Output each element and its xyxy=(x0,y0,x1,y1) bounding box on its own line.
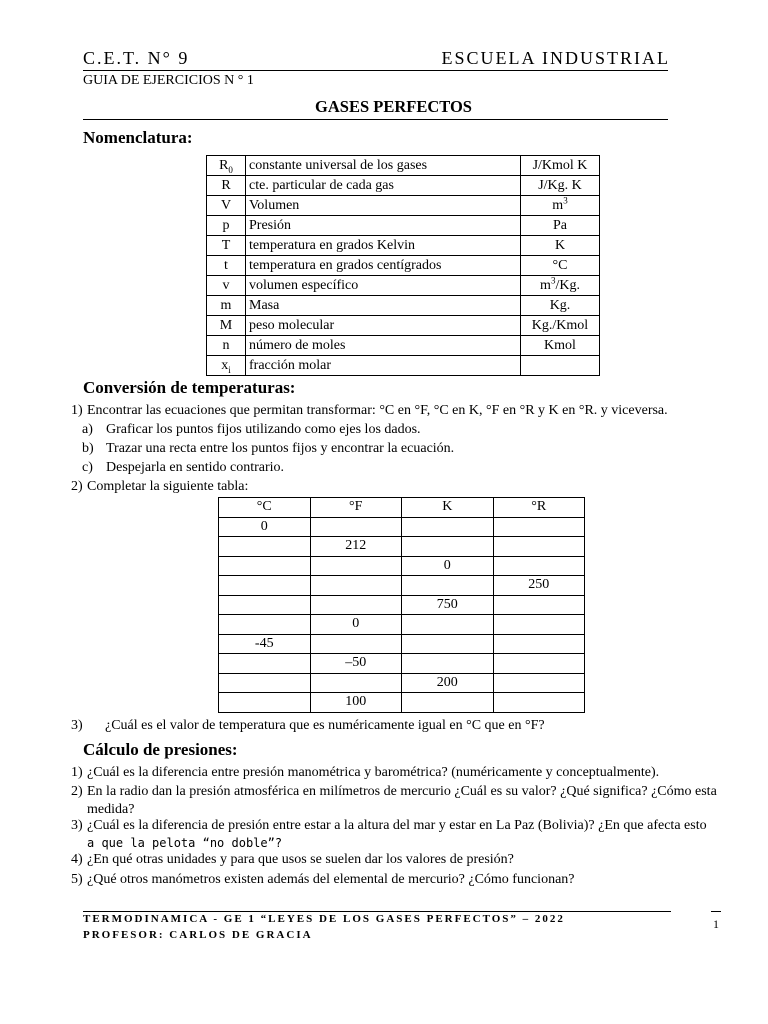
nomenclature-row xyxy=(207,296,600,316)
table-cell xyxy=(493,634,585,654)
table-cell xyxy=(493,517,585,537)
column-header: °F xyxy=(310,498,402,518)
table-cell xyxy=(402,654,494,674)
question-number: 1) xyxy=(71,403,83,418)
symbol: n xyxy=(222,338,230,353)
column-header: K xyxy=(402,498,494,518)
school-code: C.E.T. N° 9 xyxy=(83,48,190,68)
symbol-subscript: 0 xyxy=(228,164,233,175)
description-cell: Presión xyxy=(246,216,521,236)
nomenclature-row xyxy=(207,316,600,336)
symbol-cell xyxy=(207,176,246,196)
nomenclature-table xyxy=(206,155,600,376)
page-title xyxy=(83,97,668,120)
unit: Kg. xyxy=(549,298,571,313)
symbol-cell xyxy=(207,296,246,316)
temperature-table xyxy=(218,497,585,713)
question-number: 1) xyxy=(71,765,83,780)
table-cell xyxy=(493,556,585,576)
symbol-cell xyxy=(207,256,246,276)
table-cell xyxy=(219,615,311,635)
symbol: x xyxy=(221,358,229,373)
unit-tail: /Kg. xyxy=(555,278,580,293)
table-cell xyxy=(310,634,402,654)
table-cell xyxy=(493,595,585,615)
symbol-cell xyxy=(207,336,246,356)
table-cell: 0 xyxy=(310,615,402,635)
symbol-cell xyxy=(207,316,246,336)
description-cell: peso molecular xyxy=(246,316,521,336)
table-cell xyxy=(310,673,402,693)
header-bar xyxy=(83,48,668,71)
footer-professor: PROFESOR: CARLOS DE GRACIA xyxy=(83,929,313,941)
symbol: v xyxy=(222,278,230,293)
unit-superscript: 3 xyxy=(550,275,556,286)
pressure-question-3-cont: a que la pelota “no doble”? xyxy=(87,836,283,850)
nomenclature-row xyxy=(207,236,600,256)
table-row xyxy=(219,673,585,693)
table-cell xyxy=(493,537,585,557)
table-cell xyxy=(219,693,311,713)
table-cell: –50 xyxy=(310,654,402,674)
table-cell xyxy=(310,517,402,537)
description-cell: cte. particular de cada gas xyxy=(246,176,521,196)
table-cell: 750 xyxy=(402,595,494,615)
pressure-question-1: ¿Cuál es la diferencia entre presión manométrica y barométrica? (numéricamente y conceptualmente). xyxy=(87,765,660,780)
table-row xyxy=(219,576,585,596)
table-cell xyxy=(493,673,585,693)
table-cell xyxy=(219,576,311,596)
footer-divider xyxy=(83,911,671,912)
nomenclature-row xyxy=(207,176,600,196)
symbol-cell xyxy=(207,156,246,176)
table-cell: 250 xyxy=(493,576,585,596)
column-header: °R xyxy=(493,498,585,518)
sub-item-text: Trazar una recta entre los puntos fijos y encontrar la ecuación. xyxy=(106,441,455,456)
table-cell: 200 xyxy=(402,673,494,693)
table-cell xyxy=(219,537,311,557)
unit-cell xyxy=(521,316,600,336)
table-cell xyxy=(493,693,585,713)
column-header: °C xyxy=(219,498,311,518)
table-row xyxy=(219,556,585,576)
pressure-question-4: ¿En qué otras unidades y para que usos se suelen dar los valores de presión? xyxy=(87,852,514,867)
table-cell xyxy=(402,693,494,713)
symbol: R xyxy=(221,178,231,193)
table-cell: -45 xyxy=(219,634,311,654)
sub-item-marker: b) xyxy=(82,441,94,456)
table-cell xyxy=(219,673,311,693)
question-2-text: Completar la siguiente tabla: xyxy=(87,479,249,494)
description-cell: fracción molar xyxy=(246,356,521,376)
nomenclature-heading: Nomenclatura: xyxy=(83,128,193,147)
pressure-question-2: En la radio dan la presión atmosférica en milímetros de mercurio ¿Cuál es su valor? ¿Qué significa? ¿Cómo esta xyxy=(87,784,717,799)
question-1-text: Encontrar las ecuaciones que permitan transformar: °C en °F, °C en K, °F en °R y K en °R. y viceversa. xyxy=(87,403,668,418)
nomenclature-row xyxy=(207,336,600,356)
unit: m xyxy=(552,198,564,213)
table-cell xyxy=(219,595,311,615)
unit-cell xyxy=(521,196,600,216)
table-cell xyxy=(493,654,585,674)
description-cell: número de moles xyxy=(246,336,521,356)
question-number: 4) xyxy=(71,852,83,867)
nomenclature-row xyxy=(207,356,600,376)
unit: K xyxy=(554,238,566,253)
question-3-text: ¿Cuál es el valor de temperatura que es numéricamente igual en °C que en °F? xyxy=(105,718,545,733)
table-cell xyxy=(219,556,311,576)
page-number: 1 xyxy=(713,917,719,931)
nomenclature-row xyxy=(207,276,600,296)
table-row xyxy=(219,517,585,537)
unit-cell xyxy=(521,356,600,376)
symbol: T xyxy=(221,238,231,253)
page-title-text: GASES PERFECTOS xyxy=(315,97,472,116)
description-cell: volumen específico xyxy=(246,276,521,296)
nomenclature-row xyxy=(207,256,600,276)
table-cell: 100 xyxy=(310,693,402,713)
footer-page-divider xyxy=(711,911,721,912)
unit-cell xyxy=(521,216,600,236)
symbol: p xyxy=(222,218,230,233)
footer-course: TERMODINAMICA - GE 1 “LEYES DE LOS GASES PERFECTOS” – 2022 xyxy=(83,913,565,925)
unit-cell xyxy=(521,156,600,176)
symbol-cell xyxy=(207,216,246,236)
table-cell: 212 xyxy=(310,537,402,557)
sub-item-marker: a) xyxy=(82,422,93,437)
table-row xyxy=(219,634,585,654)
table-cell xyxy=(219,654,311,674)
unit: m xyxy=(540,278,551,293)
symbol: M xyxy=(219,318,233,333)
unit: Kg./Kmol xyxy=(531,318,589,333)
question-number: 5) xyxy=(71,872,83,887)
table-cell xyxy=(493,615,585,635)
nomenclature-row xyxy=(207,196,600,216)
table-cell: 0 xyxy=(402,556,494,576)
nomenclature-row xyxy=(207,216,600,236)
pressure-question-2-cont: medida? xyxy=(87,802,135,817)
pressure-question-3: ¿Cuál es la diferencia de presión entre estar a la altura del mar y estar en La Paz (Bolivia)? ¿En que afecta esto xyxy=(87,818,707,833)
description-cell: temperatura en grados Kelvin xyxy=(246,236,521,256)
table-cell xyxy=(402,517,494,537)
table-cell: 0 xyxy=(219,517,311,537)
description-cell: constante universal de los gases xyxy=(246,156,521,176)
symbol: t xyxy=(224,258,228,273)
question-number: 2) xyxy=(71,479,83,494)
table-cell xyxy=(402,634,494,654)
table-cell xyxy=(402,537,494,557)
symbol: V xyxy=(220,198,232,213)
question-number: 3) xyxy=(71,718,83,733)
table-cell xyxy=(402,576,494,596)
table-cell xyxy=(310,595,402,615)
unit: J/Kg. K xyxy=(538,178,582,193)
symbol-subscript: i xyxy=(228,364,231,375)
pressure-heading: Cálculo de presiones: xyxy=(83,740,238,759)
table-row xyxy=(219,537,585,557)
unit-cell xyxy=(521,176,600,196)
description-cell: Masa xyxy=(246,296,521,316)
table-cell xyxy=(310,556,402,576)
table-row xyxy=(219,615,585,635)
conversion-heading: Conversión de temperaturas: xyxy=(83,378,296,397)
pressure-question-5: ¿Qué otros manómetros existen además del elemental de mercurio? ¿Cómo funcionan? xyxy=(87,872,575,887)
symbol: R xyxy=(219,158,229,173)
unit: °C xyxy=(552,258,568,273)
symbol: m xyxy=(220,298,232,313)
description-cell: temperatura en grados centígrados xyxy=(246,256,521,276)
unit-cell xyxy=(521,296,600,316)
table-row xyxy=(219,595,585,615)
nomenclature-row xyxy=(207,156,600,176)
unit: J/Kmol K xyxy=(532,158,588,173)
sub-item-text: Graficar los puntos fijos utilizando como ejes los dados. xyxy=(106,422,421,437)
table-row xyxy=(219,693,585,713)
unit-cell xyxy=(521,336,600,356)
symbol-cell xyxy=(207,356,246,376)
symbol-cell xyxy=(207,276,246,296)
description-cell: Volumen xyxy=(246,196,521,216)
question-number: 2) xyxy=(71,784,83,799)
unit-superscript: 3 xyxy=(563,195,568,206)
symbol-cell xyxy=(207,236,246,256)
symbol-cell xyxy=(207,196,246,216)
sub-item-text: Despejarla en sentido contrario. xyxy=(106,460,285,475)
unit: Pa xyxy=(553,218,567,233)
table-cell xyxy=(402,615,494,635)
guide-number: GUIA DE EJERCICIOS N ° 1 xyxy=(83,73,254,88)
unit-cell xyxy=(521,236,600,256)
sub-item-marker: c) xyxy=(82,460,93,475)
unit: Kmol xyxy=(544,338,576,353)
table-cell xyxy=(310,576,402,596)
question-number: 3) xyxy=(71,818,83,833)
unit-cell xyxy=(521,256,600,276)
table-row xyxy=(219,654,585,674)
unit-cell xyxy=(521,276,600,296)
school-name: ESCUELA INDUSTRIAL xyxy=(441,48,670,68)
